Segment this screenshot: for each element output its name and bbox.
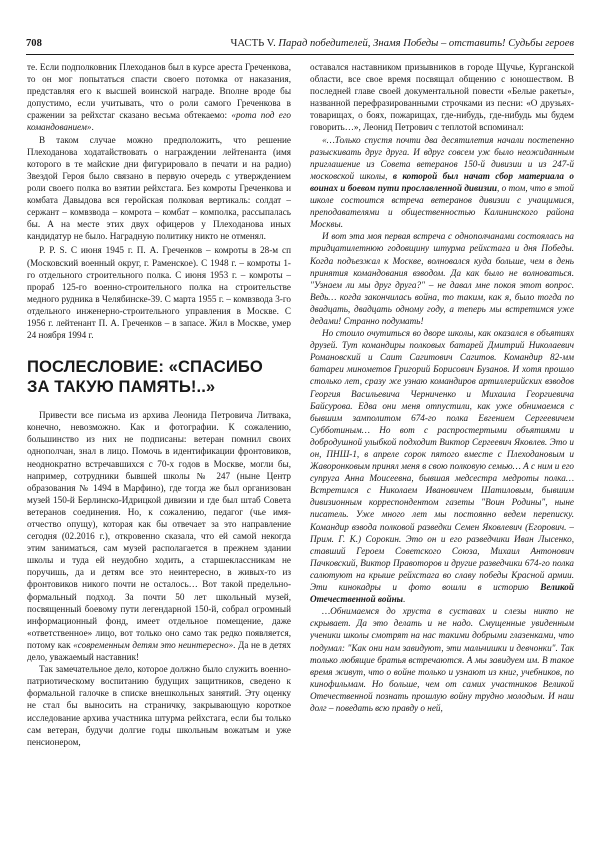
italic-quote: «рота под его командованием» (27, 110, 291, 133)
italic-quote: «современным детям это неинтересно» (73, 639, 234, 650)
quoted-paragraph (310, 134, 574, 231)
page-number: 708 (26, 38, 42, 49)
text-run: «…Только спустя почти два десятилетия начали постепенно разыскивать друг друга. И вдруг совсем уж было неожиданным приглашение из Совета ветеранов 150-й дивизии и из 247-й московской школы, (310, 134, 574, 181)
running-header (26, 36, 574, 52)
quoted-paragraph (310, 327, 574, 605)
section-title (27, 357, 291, 397)
text-run: . Да не в детях дело, уважаемый наставник! (27, 639, 291, 663)
paragraph: В таком случае можно предположить, что решение Плеходанова ходатайствовать о награждении лейтенанта (имя которого в те майские дни фигурировало в печати и на радио) Звездой Героя было связано в первую очередь с утверждением роли своего полка во взятии рейхстага. Без комроты Греченкова и комбата Давыдова вся геройская полковая вертикаль: солдат – сержант – комвзвода – комрота – комбат – комполка, рассыпалась бы. А на месте этих двух офицеров у Плеходанова иных кандидатур не было. Наградную политику никто не отменял. (27, 134, 291, 242)
left-column (27, 61, 291, 843)
header-rule (26, 54, 574, 55)
text-run: те. Если подполковник Плеходанов был в курсе ареста Греченкова, то он мог попытаться спасти своего потомка от наказания, представляя его к высшей воинской награде. Вполне вроде бы допустимо, если учитывать, что о роли самого Греченкова в сражении за рейхстаг сказано весьма обтекаемо: (27, 62, 291, 121)
section-title-line: ПОСЛЕСЛОВИЕ: «СПАСИБО (27, 357, 263, 377)
bold-italic-phrase: Великой Отечественной войны (310, 582, 574, 605)
quoted-paragraph: …Обнимаемся до хруста в суставах и слезы никто не скрывает. Да это делать и не надо. Смущенные увиденным ученики школы смотрят на нас такими добрыми глазенками, что подумал: "Как они нам завидуют, эти мальчишки и девчонки". Так только любящие братья встречаются. А мы завидуем им. В такое время живут, что о войне только и узнают из книг, учебников, по кинофильмам. Но больше, чем от самих участников Великой Отечественной познать прошлую войну трудно молодым. И наш долг – поведать всю правду о ней, (310, 606, 574, 713)
paragraph: оставался наставником призывников в городе Щучье, Курганской области, все свое время посвящал общению с юношеством. В последней главе своей документальной повести «Белые ракеты», названной перефразированными строчками из песни: «О друзьях-товарищах, о боях, пожарищах, где-нибудь, где-нибудь мы будем говорить…», Леонид Петрович с теплотой вспоминал: (310, 62, 574, 133)
bold-italic-phrase: в которой был начат сбор материала о воинах и боевом пути прославленной дивизии (310, 170, 574, 193)
text-run: Привести все письма из архива Леонида Петровича Литвака, конечно, невозможно. Как и фотографии. К сожалению, большинство из них не подписаны: ветеран помнил своих однополчан, знал в лицо. Помочь в идентификации фронтовиков, неоднократно встречавшихся с 70-х годов в Москве, могли бы, например, сотрудники бывшей школы № 247 (ныне Центр образования № 1494 в Марфино), где тогда же был организован музей 150-й Берлинско-Идрицкой дивизии и где был штаб Совета ветеранов соединения. Но, к сожалению, педагог (чье имя-отчество опущу), которая как бы отвечает за это направление сегодня (02.2016 г.), откровенно сказала, что ей самой некогда этим заниматься, сам музей располагается в прежнем здании школы и туда ей неудобно ходить, а старшеклассникам не поручишь, да и детям все это неинтересно, в живых-то из фронтовиков никого почти не осталось… Вот такой предельно-формальный подход. За почти 50 лет школьный музей, посвященный боевому пути легендарной 150-й, собрал огромный информационный фонд, имеет отдельное помещение, даже «ответственное» лицо, вот только оно само так редко появляется, потому как (27, 410, 291, 650)
paragraph (27, 61, 291, 134)
text-run: . (91, 122, 94, 133)
chapter-subtitle: Парад победителей, Знамя Победы – отставить! Судьбы героев (278, 38, 574, 49)
text-run: . (403, 594, 406, 605)
quoted-paragraph: И вот эта моя первая встреча с однополчанами состоялась на тридцатилетнюю годовщину штурма рейхстага и дня Победы. Когда подъезжал к Москве, волновался куда больше, чем в день принятия командования взводом. Да как было не волноваться. "Узнаем ли мы друг друга?" – не давал мне покоя этот вопрос. Ведь… когда закончилась война, то таким, как я, было тогда по двадцать, двадцать одному году, а теперь мы встретимся уже дедами! Странно подумать! (310, 231, 574, 326)
section-title-line: ЗА ТАКУЮ ПАМЯТЬ!..» (27, 377, 216, 397)
running-title (231, 36, 574, 52)
paragraph: Так замечательное дело, которое должно было служить военно-патриотическому воспитанию будущих защитников, сведено к формальной галочке в списке внешкольных занятий. Эту оценку не стал бы выносить на страничку, закрывающую короткое исследование архива участника штурма рейхстага, если бы только сам ветеран, будучи долгие годы школьным вожатым и уже пенсионером, (27, 664, 291, 747)
chapter-label: ЧАСТЬ V. (230, 38, 276, 49)
right-column (310, 61, 574, 843)
text-run: , о том, что в этой школе состоится встреча ветеранов дивизии с учащимися, преподавателями и общественностью Калининского района Москвы. (310, 182, 574, 230)
text-run: Но стоило очутиться во дворе школы, как оказался в объятиях друзей. Тут командиры полковых батарей Дмитрий Николаевич Романовский и Саит Сагитович Сагитов. Командир 82-мм батареи минометов Григорий Борисович Бузанов. И хотя прошло столько лет, сразу же узнаю командиров артиллерийских взводов Георгия Васильевича Черниченко и Михаила Георгиевича Байсурова. Едва они меня отпустили, как уже обнимаемся с бывшим замполитом 674-го полка Евгением Сергеевичем Субботиным… Но вот с распростертыми объятиями и добродушной улыбкой подходит Виктор Сергеевич Яковлев. Это и он, ПНШ-1, в апреле сорок пятого вместе с Плеходановым и Жаворонковым принял меня в свою полковую семью… А с ним и его супруга Анна Моисеевна, бывшая медсестра медроты полка… Встретился с Николаем Ивановичем Шатиловым, бывшим дивизионным корреспондентом газеты "Воин Родины", ныне писатель. Уже много лет мы постоянно ведем переписку. Командир взвода полковой разведки Семен Яковлевич (Егорович. – Прим. Г. К.) Сорокин. Это он и его разведчики Иван Лысенко, ставший Героем Советского Союза, Михаил Антонович Пачковский, Виктор Правоторов и другие разведчики 674-го полка салютуют на крыше рейхстага во славу победы Красной армии. Эти кинокадры и фото вошли в историю (310, 328, 574, 593)
paragraph (27, 409, 291, 663)
paragraph: P. P. S. С июня 1945 г. П. А. Греченков – комроты в 28-м сп (Московский военный округ, г. Раменское). С 1948 г. – комроты 1-го отдельного строительного полка. С июня 1953 г. – комроты – прораб 125-го военно-строительного полка на строительстве медного рудника в Челябинске-39. С марта 1955 г. – комвзвода 3-го отдельного инженерно-строительного управления в Москве. С 1956 г. лейтенант П. А. Греченков – в запасе. Жил в Москве, умер 24 ноября 1994 г. (27, 245, 291, 341)
